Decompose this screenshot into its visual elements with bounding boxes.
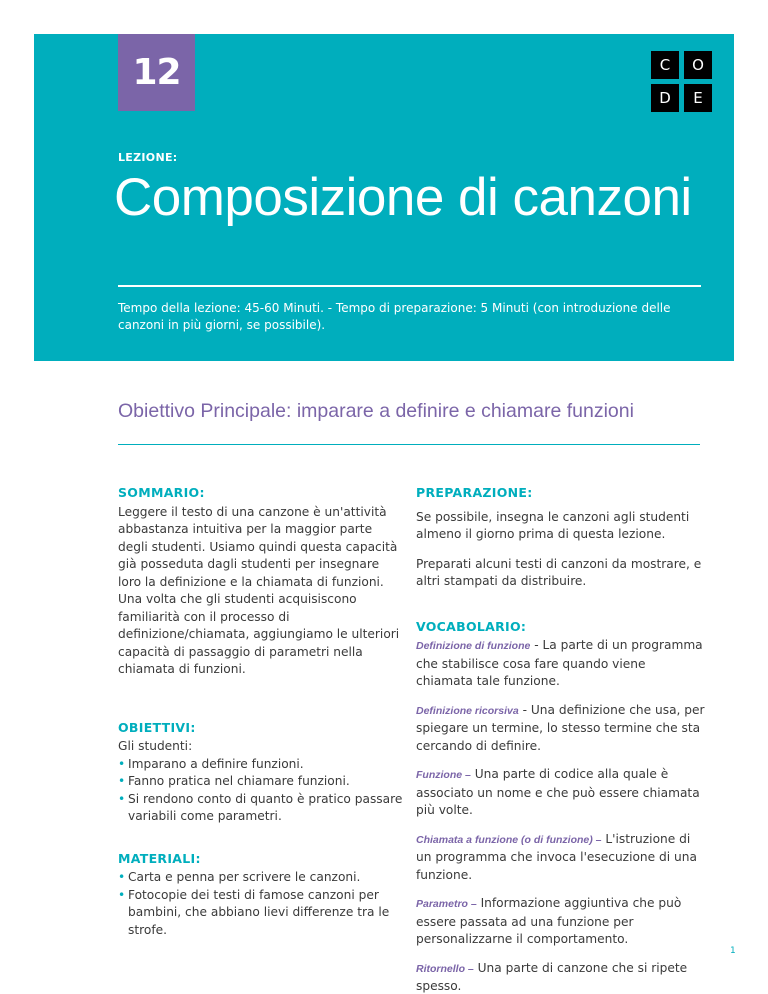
preparation-text: Preparati alcuni testi di canzoni da mostrare, e altri stampati da distribuire. — [416, 556, 702, 588]
logo-letter: D — [651, 84, 679, 112]
lesson-label: LEZIONE: — [118, 151, 178, 164]
lesson-duration: Tempo della lezione: 45-60 Minuti. - Tempo di preparazione: 5 Minuti (con introduzione delle canzoni in più giorni, se possibile). — [118, 301, 671, 332]
vocabulary-definition: Una parte di codice alla quale è associato un nome e che può essere chiamata più volte. — [416, 767, 700, 817]
objectives-list — [118, 756, 404, 826]
logo-letter: E — [684, 84, 712, 112]
lesson-number-badge: 12 — [118, 34, 195, 111]
vocabulary-term: Parametro – — [416, 898, 477, 910]
vocabulary-definition: Una parte di canzone che si ripete spesso. — [416, 960, 688, 993]
lesson-header — [34, 34, 734, 361]
list-item: • Si rendono conto di quanto è pratico passare variabili come parametri. — [118, 791, 404, 826]
list-item: • Fanno pratica nel chiamare funzioni. — [118, 773, 404, 791]
vocabulary-definition: - Una definizione che usa, per spiegare un termine, lo stesso termine che sta cercando di definire. — [416, 702, 705, 753]
code-logo — [651, 51, 712, 112]
vocabulary-term: Chiamata a funzione (o di funzione) – — [416, 833, 602, 846]
vocabulary-term: Ritornello – — [416, 962, 474, 975]
list-item: • Imparano a definire funzioni. — [118, 756, 404, 774]
materials-heading: MATERIALI: — [118, 850, 201, 866]
page-number: 1 — [730, 946, 736, 956]
vocabulary-definition: Informazione aggiuntiva che può essere passata ad una funzione per personalizzarne il comportamento. — [416, 896, 682, 946]
vocabulary-item — [416, 895, 706, 949]
materials-list — [118, 869, 404, 939]
vocabulary-definition: - La parte di un programma che stabilisce cosa fare quando viene chiamata tale funzione. — [416, 638, 703, 688]
preparation-text: Se possibile, insegna le canzoni agli studenti almeno il giorno prima di questa lezione. — [416, 509, 690, 541]
vocabulary-heading: VOCABOLARIO: — [416, 618, 527, 634]
divider — [118, 444, 700, 445]
main-objective: Obiettivo Principale: imparare a definire e chiamare funzioni — [118, 400, 634, 422]
page-title: Composizione di canzoni — [114, 168, 692, 227]
vocabulary-item — [416, 831, 706, 885]
vocabulary-item — [416, 702, 706, 756]
preparation-heading: PREPARAZIONE: — [416, 485, 533, 500]
logo-letter: C — [651, 51, 679, 79]
logo-letter: O — [684, 51, 712, 79]
objectives-heading: OBIETTIVI: — [118, 719, 196, 735]
vocabulary-term: Definizione ricorsiva — [416, 704, 519, 717]
summary-heading: SOMMARIO: — [118, 485, 205, 500]
list-item: • Carta e penna per scrivere le canzoni. — [118, 869, 404, 887]
vocabulary-term: Funzione – — [416, 769, 471, 781]
objectives-intro: Gli studenti: — [118, 739, 193, 753]
vocabulary-item — [416, 637, 706, 691]
vocabulary-term: Definizione di funzione — [416, 640, 531, 652]
right-column — [416, 484, 706, 994]
vocabulary-item — [416, 960, 706, 994]
summary-text: Leggere il testo di una canzone è un'attività abbastanza intuitiva per la maggior parte degli studenti. Usiamo quindi questa capacità già posseduta dagli studenti per insegnare loro la definizione e la chiamata di funzioni. Una volta che gli studenti acquisiscono familiarità con il processo di definizione/chiamata, aggiungiamo le ulteriori capacità di passaggio di parametri nella chiamata di funzioni. — [118, 504, 400, 676]
left-column — [118, 484, 404, 939]
list-item: • Fotocopie dei testi di famose canzoni per bambini, che abbiano lievi differenze tra le strofe. — [118, 887, 404, 940]
divider — [118, 285, 701, 287]
vocabulary-item — [416, 766, 706, 820]
vocabulary-definition: L'istruzione di un programma che invoca l'esecuzione di una funzione. — [416, 831, 697, 882]
